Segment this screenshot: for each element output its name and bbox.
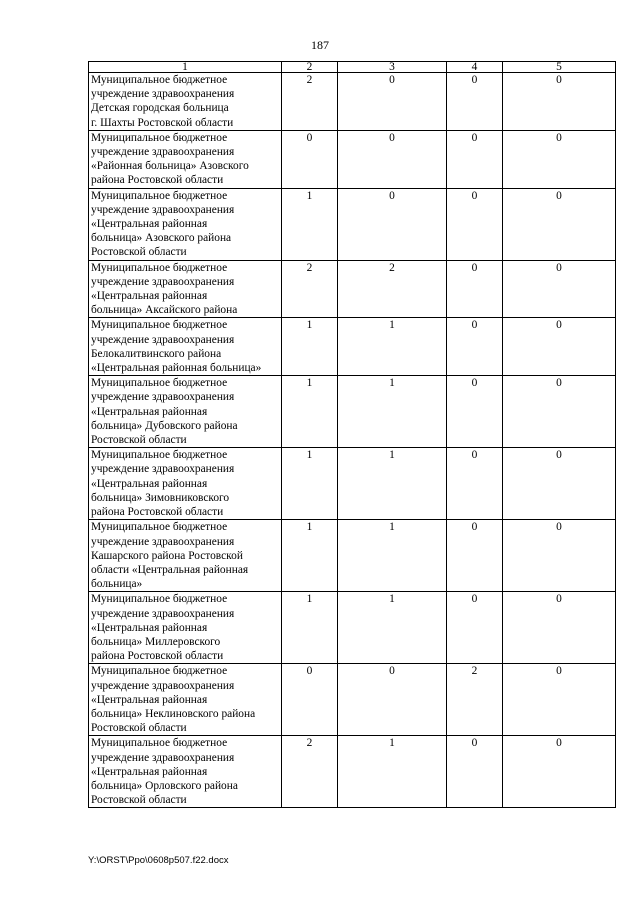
institution-name-line: «Центральная районная bbox=[91, 405, 208, 418]
value-cell-c2: 2 bbox=[282, 736, 338, 808]
value-cell-c3: 0 bbox=[338, 664, 447, 736]
institution-name-line: Детская городская больница bbox=[91, 102, 229, 115]
institution-name-cell bbox=[89, 592, 282, 664]
value-cell-c3: 0 bbox=[338, 188, 447, 260]
institution-name-cell bbox=[89, 260, 282, 318]
institution-name-line: учреждение здравоохранения bbox=[91, 679, 235, 692]
column-header-3: 3 bbox=[338, 62, 447, 73]
table-row bbox=[89, 448, 616, 520]
institution-name-line: Муниципальное бюджетное bbox=[91, 449, 228, 462]
institution-name-cell bbox=[89, 736, 282, 808]
value-cell-c2: 2 bbox=[282, 260, 338, 318]
table-row bbox=[89, 130, 616, 188]
institution-name-line: «Центральная районная bbox=[91, 290, 208, 303]
value-cell-c4: 0 bbox=[447, 188, 503, 260]
value-cell-c4: 0 bbox=[447, 520, 503, 592]
institution-name-line: больница» Дубовского района bbox=[91, 419, 238, 432]
institution-name-line: больница» Аксайского района bbox=[91, 304, 238, 317]
value-cell-c2: 0 bbox=[282, 664, 338, 736]
institution-name-cell bbox=[89, 130, 282, 188]
institution-name-line: района Ростовской области bbox=[91, 174, 224, 187]
institution-name-line: больница» bbox=[91, 578, 143, 591]
value-cell-c2: 2 bbox=[282, 73, 338, 131]
table-row bbox=[89, 520, 616, 592]
institution-name-line: Муниципальное бюджетное bbox=[91, 737, 228, 750]
footer-file-path: Y:\ORST\Ppo\0608p507.f22.docx bbox=[88, 855, 229, 866]
institution-name-line: учреждение здравоохранения bbox=[91, 333, 235, 346]
value-cell-c4: 2 bbox=[447, 664, 503, 736]
institution-name-cell bbox=[89, 188, 282, 260]
value-cell-c4: 0 bbox=[447, 448, 503, 520]
value-cell-c4: 0 bbox=[447, 736, 503, 808]
value-cell-c5: 0 bbox=[503, 318, 616, 376]
value-cell-c3: 2 bbox=[338, 260, 447, 318]
value-cell-c5: 0 bbox=[503, 736, 616, 808]
value-cell-c2: 1 bbox=[282, 318, 338, 376]
value-cell-c4: 0 bbox=[447, 73, 503, 131]
value-cell-c4: 0 bbox=[447, 260, 503, 318]
institution-name-line: Ростовской области bbox=[91, 794, 187, 807]
institution-name-cell bbox=[89, 376, 282, 448]
institution-name-line: Муниципальное бюджетное bbox=[91, 593, 228, 606]
value-cell-c3: 1 bbox=[338, 318, 447, 376]
value-cell-c3: 0 bbox=[338, 73, 447, 131]
table-row bbox=[89, 73, 616, 131]
institution-name-line: Муниципальное бюджетное bbox=[91, 377, 228, 390]
institution-name-line: больница» Миллеровского bbox=[91, 635, 221, 648]
institution-name-line: района Ростовской области bbox=[91, 506, 224, 519]
value-cell-c3: 1 bbox=[338, 736, 447, 808]
institution-name-line: «Центральная районная больница» bbox=[91, 362, 262, 375]
institution-name-line: Муниципальное бюджетное bbox=[91, 74, 228, 86]
institution-name-line: «Районная больница» Азовского bbox=[91, 160, 249, 173]
column-header-1: 1 bbox=[89, 62, 282, 73]
value-cell-c2: 1 bbox=[282, 188, 338, 260]
institution-name-line: «Центральная районная bbox=[91, 621, 208, 634]
table-header-row bbox=[89, 62, 616, 73]
institution-name-line: больница» Азовского района bbox=[91, 232, 232, 245]
institution-name-line: больница» Зимовниковского bbox=[91, 491, 230, 504]
table-row bbox=[89, 664, 616, 736]
institution-name-line: Муниципальное бюджетное bbox=[91, 261, 228, 274]
institution-name-line: Белокалитвинского района bbox=[91, 347, 222, 360]
institution-name-line: Ростовской области bbox=[91, 722, 187, 735]
value-cell-c4: 0 bbox=[447, 130, 503, 188]
table-row bbox=[89, 188, 616, 260]
value-cell-c3: 1 bbox=[338, 448, 447, 520]
value-cell-c5: 0 bbox=[503, 448, 616, 520]
table-row bbox=[89, 592, 616, 664]
value-cell-c5: 0 bbox=[503, 188, 616, 260]
institution-name-line: г. Шахты Ростовской области bbox=[91, 116, 234, 129]
institution-name-line: области «Центральная районная bbox=[91, 563, 249, 576]
column-header-5: 5 bbox=[503, 62, 616, 73]
institution-name-line: учреждение здравоохранения bbox=[91, 391, 235, 404]
institution-name-line: Кашарского района Ростовской bbox=[91, 549, 243, 562]
value-cell-c2: 1 bbox=[282, 376, 338, 448]
institution-name-line: района Ростовской области bbox=[91, 650, 224, 663]
table-row bbox=[89, 376, 616, 448]
value-cell-c4: 0 bbox=[447, 592, 503, 664]
institution-name-line: учреждение здравоохранения bbox=[91, 88, 235, 101]
institution-name-line: Муниципальное бюджетное bbox=[91, 319, 228, 332]
value-cell-c4: 0 bbox=[447, 376, 503, 448]
institution-name-cell bbox=[89, 318, 282, 376]
institution-name-line: «Центральная районная bbox=[91, 693, 208, 706]
institution-name-line: Муниципальное бюджетное bbox=[91, 131, 228, 144]
value-cell-c3: 1 bbox=[338, 592, 447, 664]
institution-name-cell bbox=[89, 664, 282, 736]
value-cell-c2: 1 bbox=[282, 448, 338, 520]
institution-name-line: Ростовской области bbox=[91, 246, 187, 259]
value-cell-c3: 1 bbox=[338, 376, 447, 448]
value-cell-c5: 0 bbox=[503, 664, 616, 736]
institution-name-line: Муниципальное бюджетное bbox=[91, 665, 228, 678]
institution-name-line: Муниципальное бюджетное bbox=[91, 189, 228, 202]
table-body bbox=[89, 73, 616, 808]
institution-name-line: учреждение здравоохранения bbox=[91, 203, 235, 216]
institution-name-line: «Центральная районная bbox=[91, 477, 208, 490]
value-cell-c2: 1 bbox=[282, 592, 338, 664]
institution-name-line: учреждение здравоохранения bbox=[91, 463, 235, 476]
value-cell-c4: 0 bbox=[447, 318, 503, 376]
institution-name-line: учреждение здравоохранения bbox=[91, 535, 235, 548]
value-cell-c3: 1 bbox=[338, 520, 447, 592]
table-row bbox=[89, 318, 616, 376]
value-cell-c5: 0 bbox=[503, 260, 616, 318]
value-cell-c5: 0 bbox=[503, 376, 616, 448]
page-number: 187 bbox=[311, 38, 329, 52]
institution-name-line: учреждение здравоохранения bbox=[91, 607, 235, 620]
institution-name-line: «Центральная районная bbox=[91, 765, 208, 778]
institution-name-line: Ростовской области bbox=[91, 434, 187, 447]
value-cell-c2: 1 bbox=[282, 520, 338, 592]
table-row bbox=[89, 736, 616, 808]
value-cell-c5: 0 bbox=[503, 520, 616, 592]
column-header-4: 4 bbox=[447, 62, 503, 73]
data-table bbox=[88, 61, 616, 808]
value-cell-c2: 0 bbox=[282, 130, 338, 188]
institution-name-line: «Центральная районная bbox=[91, 218, 208, 231]
value-cell-c5: 0 bbox=[503, 73, 616, 131]
institution-name-cell bbox=[89, 73, 282, 131]
institution-name-cell bbox=[89, 520, 282, 592]
column-header-2: 2 bbox=[282, 62, 338, 73]
institution-name-line: учреждение здравоохранения bbox=[91, 275, 235, 288]
institution-name-cell bbox=[89, 448, 282, 520]
institution-name-line: учреждение здравоохранения bbox=[91, 146, 235, 159]
institution-name-line: больница» Орловского района bbox=[91, 779, 238, 792]
institution-name-line: больница» Неклиновского района bbox=[91, 707, 256, 720]
value-cell-c5: 0 bbox=[503, 130, 616, 188]
table-row bbox=[89, 260, 616, 318]
institution-name-line: учреждение здравоохранения bbox=[91, 751, 235, 764]
institution-name-line: Муниципальное бюджетное bbox=[91, 521, 228, 534]
value-cell-c5: 0 bbox=[503, 592, 616, 664]
value-cell-c3: 0 bbox=[338, 130, 447, 188]
